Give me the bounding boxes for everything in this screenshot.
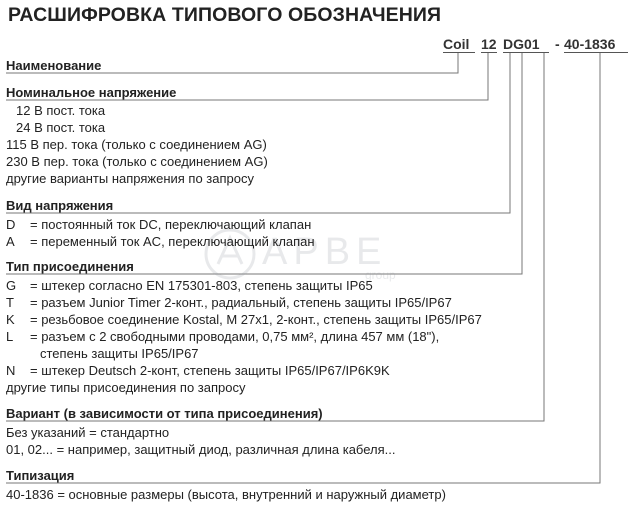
connection-key: K	[6, 312, 15, 327]
variant-line: Без указаний = стандартно	[6, 425, 170, 440]
voltage-line: 12 В пост. тока	[16, 103, 106, 118]
connection-key: G	[6, 278, 17, 293]
connection-key: N	[6, 363, 16, 378]
connection-desc: = разъем с 2 свободными проводами, 0,75 мм², длина 457 мм (18"),	[30, 329, 440, 344]
heading-voltage: Номинальное напряжение	[6, 85, 177, 100]
connection-desc: = разъем Junior Timer 2-конт., радиальный, степень защиты IP65/IP67	[30, 295, 452, 310]
voltage-line: другие варианты напряжения по запросу	[6, 171, 254, 186]
type-key: A	[6, 234, 15, 249]
svg-text:АРВЕ: АРВЕ	[262, 231, 388, 273]
svg-text:group: group	[365, 268, 396, 282]
code-part-type: DG01	[503, 36, 540, 52]
heading-variant: Вариант (в зависимости от типа присоединения)	[6, 406, 323, 421]
connection-footer: другие типы присоединения по запросу	[6, 380, 246, 395]
connection-desc-cont: степень защиты IP65/IP67	[40, 346, 199, 361]
voltage-line: 115 В пер. тока (только с соединением AG)	[6, 137, 267, 152]
variant-line: 01, 02... = например, защитный диод, различная длина кабеля...	[6, 442, 396, 457]
connection-desc: = штекер Deutsch 2-конт, степень защиты IP65/IP67/IP6K9K	[30, 363, 390, 378]
heading-connection: Тип присоединения	[6, 259, 134, 274]
heading-name: Наименование	[6, 58, 102, 73]
type-key: D	[6, 217, 16, 232]
code-separator: -	[555, 36, 560, 52]
voltage-line: 24 В пост. тока	[16, 120, 106, 135]
heading-typing: Типизация	[6, 468, 75, 483]
type-desc: = постоянный ток DC, переключающий клапан	[30, 217, 312, 232]
typing-line: 40-1836 = основные размеры (высота, внутренний и наружный диаметр)	[6, 487, 446, 502]
type-desc: = переменный ток AC, переключающий клапан	[30, 234, 315, 249]
code-part-voltage: 12	[481, 36, 497, 52]
code-part-size: 40-1836	[564, 36, 616, 52]
connection-desc: = резьбовое соединение Kostal, M 27x1, 2-конт., степень защиты IP65/IP67	[30, 312, 482, 327]
voltage-line: 230 В пер. тока (только с соединением AG)	[6, 154, 268, 169]
connection-key: L	[6, 329, 14, 344]
heading-voltage-type: Вид напряжения	[6, 198, 114, 213]
connection-key: T	[6, 295, 14, 310]
page-title: РАСШИФРОВКА ТИПОВОГО ОБОЗНАЧЕНИЯ	[8, 4, 442, 26]
code-part-coil: Coil	[443, 36, 470, 52]
connection-desc: = штекер согласно EN 175301-803, степень защиты IP65	[30, 278, 373, 293]
